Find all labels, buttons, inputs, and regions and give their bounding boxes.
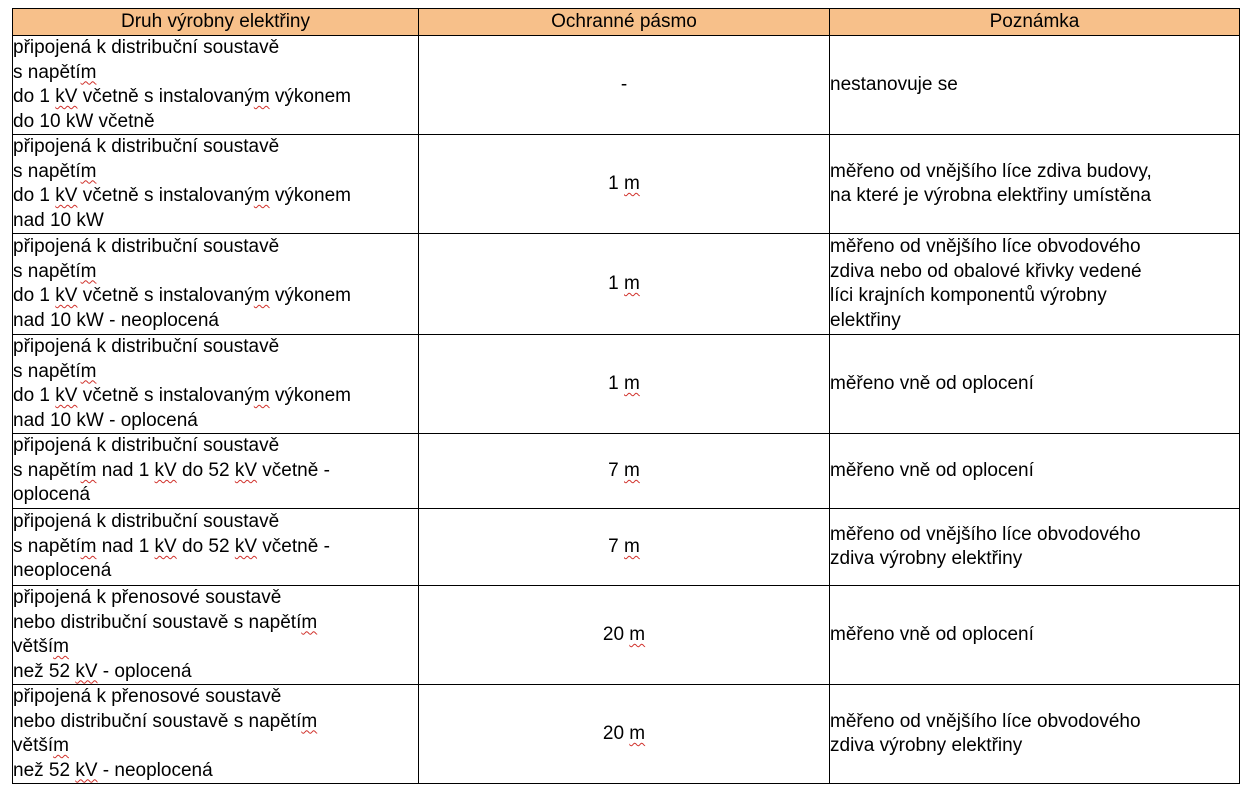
cell-zone (419, 685, 830, 784)
type-line: nad 10 kW - neoplocená (13, 309, 219, 331)
spellcheck-mark: m (624, 172, 640, 194)
cell-zone (419, 36, 830, 135)
spellcheck-mark: m (253, 385, 270, 406)
type-line: do 10 kW včetně (13, 110, 155, 132)
spellcheck-mark: m (629, 623, 646, 645)
type-line: neoplocená (13, 560, 112, 582)
spellcheck-mark: kV (55, 86, 78, 107)
type-line: než 52 kV - oplocená (13, 660, 192, 682)
zone-value: 20 m (602, 623, 646, 645)
note-line: měřeno od vnějšího líce obvodového (830, 523, 1141, 545)
type-line: s napětím (13, 360, 97, 382)
spellcheck-mark: m (624, 372, 640, 394)
type-line: připojená k distribuční soustavě (13, 511, 280, 533)
type-line: připojená k distribuční soustavě (13, 336, 280, 357)
note-line: měřeno vně od oplocení (830, 372, 1034, 394)
note-line: měřeno od vnějšího líce zdiva budovy, (830, 160, 1152, 182)
zone-value: 1 m (608, 272, 640, 294)
type-line: větším (13, 735, 69, 756)
table-row (13, 135, 1240, 234)
type-line: nad 10 kW (13, 209, 104, 231)
table-body (13, 36, 1240, 784)
spellcheck-mark: m (624, 459, 640, 481)
type-line: připojená k distribuční soustavě (13, 136, 280, 157)
note-line: měřeno vně od oplocení (830, 459, 1034, 481)
spellcheck-mark: m (253, 185, 270, 206)
spellcheck-mark: kV (154, 535, 177, 557)
type-line: připojená k přenosové soustavě (13, 587, 282, 608)
spellcheck-mark: kV (75, 759, 98, 781)
zone-value: 20 m (602, 722, 646, 744)
spellcheck-mark: m (629, 722, 646, 744)
type-line: do 1 kV včetně s instalovaným výkonem (13, 285, 351, 306)
type-line: než 52 kV - neoplocená (13, 759, 213, 781)
note-line: zdiva nebo od obalové křivky vedené (830, 260, 1142, 282)
spellcheck-mark: kV (55, 185, 78, 206)
cell-note (830, 434, 1240, 509)
type-line: s napětím nad 1 kV do 52 kV včetně - (13, 535, 330, 557)
spellcheck-mark: m (80, 535, 97, 557)
note-line: zdiva výrobny elektřiny (830, 735, 1023, 756)
type-line: s napětím (13, 61, 97, 83)
spellcheck-mark: m (53, 735, 69, 756)
cell-type (13, 135, 419, 234)
spellcheck-mark: m (301, 710, 318, 732)
table-row (13, 434, 1240, 509)
header-note: Poznámka (830, 9, 1240, 36)
type-line: nad 10 kW - oplocená (13, 409, 198, 431)
spellcheck-mark: kV (55, 285, 78, 306)
cell-note (830, 234, 1240, 335)
note-line: líci krajních komponentů výrobny (830, 285, 1107, 306)
type-line: oplocená (13, 484, 91, 506)
spellcheck-mark: kV (55, 385, 78, 406)
note-line: měřeno vně od oplocení (830, 623, 1034, 645)
table-row (13, 234, 1240, 335)
spellcheck-mark: kV (234, 459, 258, 481)
spellcheck-mark: m (301, 611, 318, 633)
spellcheck-mark: m (253, 86, 270, 107)
cell-type (13, 234, 419, 335)
table-row (13, 335, 1240, 434)
note-line: zdiva výrobny elektřiny (830, 548, 1023, 569)
cell-type (13, 586, 419, 685)
spellcheck-mark: m (80, 61, 97, 83)
spellcheck-mark: m (80, 360, 97, 382)
spellcheck-mark: kV (75, 660, 98, 682)
protection-zone-table (12, 8, 1240, 784)
cell-zone (419, 135, 830, 234)
cell-type (13, 434, 419, 509)
cell-type (13, 335, 419, 434)
spellcheck-mark: m (624, 272, 640, 294)
zone-value: - (620, 73, 628, 95)
cell-note (830, 335, 1240, 434)
note-line: měřeno od vnějšího líce obvodového (830, 710, 1141, 732)
note-line: nestanovuje se (830, 73, 958, 95)
cell-type (13, 36, 419, 135)
spellcheck-mark: kV (154, 459, 177, 481)
cell-zone (419, 509, 830, 586)
type-line: do 1 kV včetně s instalovaným výkonem (13, 385, 351, 406)
zone-value: 7 m (608, 459, 640, 481)
cell-zone (419, 234, 830, 335)
type-line: připojená k distribuční soustavě (13, 236, 280, 257)
cell-note (830, 509, 1240, 586)
table-row (13, 36, 1240, 135)
spellcheck-mark: m (80, 160, 97, 182)
zone-value: 7 m (608, 535, 640, 557)
type-line: s napětím (13, 160, 97, 182)
type-line: nebo distribuční soustavě s napětím (13, 611, 318, 633)
note-line: na které je výrobna elektřiny umístěna (830, 185, 1152, 206)
spellcheck-mark: m (80, 260, 97, 282)
type-line: připojená k distribuční soustavě (13, 37, 280, 58)
cell-zone (419, 335, 830, 434)
type-line: do 1 kV včetně s instalovaným výkonem (13, 86, 351, 107)
cell-note (830, 586, 1240, 685)
cell-zone (419, 586, 830, 685)
header-zone: Ochranné pásmo (419, 9, 830, 36)
type-line: do 1 kV včetně s instalovaným výkonem (13, 185, 351, 206)
spellcheck-mark: m (624, 535, 640, 557)
spellcheck-mark: m (53, 636, 69, 657)
header-type: Druh výrobny elektřiny (13, 9, 419, 36)
cell-note (830, 135, 1240, 234)
spellcheck-mark: m (253, 285, 270, 306)
zone-value: 1 m (608, 372, 640, 394)
note-line: elektřiny (830, 309, 901, 331)
table-row (13, 685, 1240, 784)
note-line: měřeno od vnějšího líce obvodového (830, 236, 1141, 257)
cell-note (830, 36, 1240, 135)
spellcheck-mark: kV (234, 535, 258, 557)
cell-type (13, 509, 419, 586)
cell-zone (419, 434, 830, 509)
type-line: připojená k distribuční soustavě (13, 435, 280, 457)
type-line: větším (13, 636, 69, 657)
zone-value: 1 m (608, 172, 640, 194)
type-line: nebo distribuční soustavě s napětím (13, 710, 318, 732)
cell-type (13, 685, 419, 784)
type-line: s napětím (13, 260, 97, 282)
type-line: připojená k přenosové soustavě (13, 686, 282, 707)
type-line: s napětím nad 1 kV do 52 kV včetně - (13, 459, 330, 481)
header-row (13, 9, 1240, 36)
spellcheck-mark: m (80, 459, 97, 481)
table-row (13, 509, 1240, 586)
cell-note (830, 685, 1240, 784)
table-row (13, 586, 1240, 685)
